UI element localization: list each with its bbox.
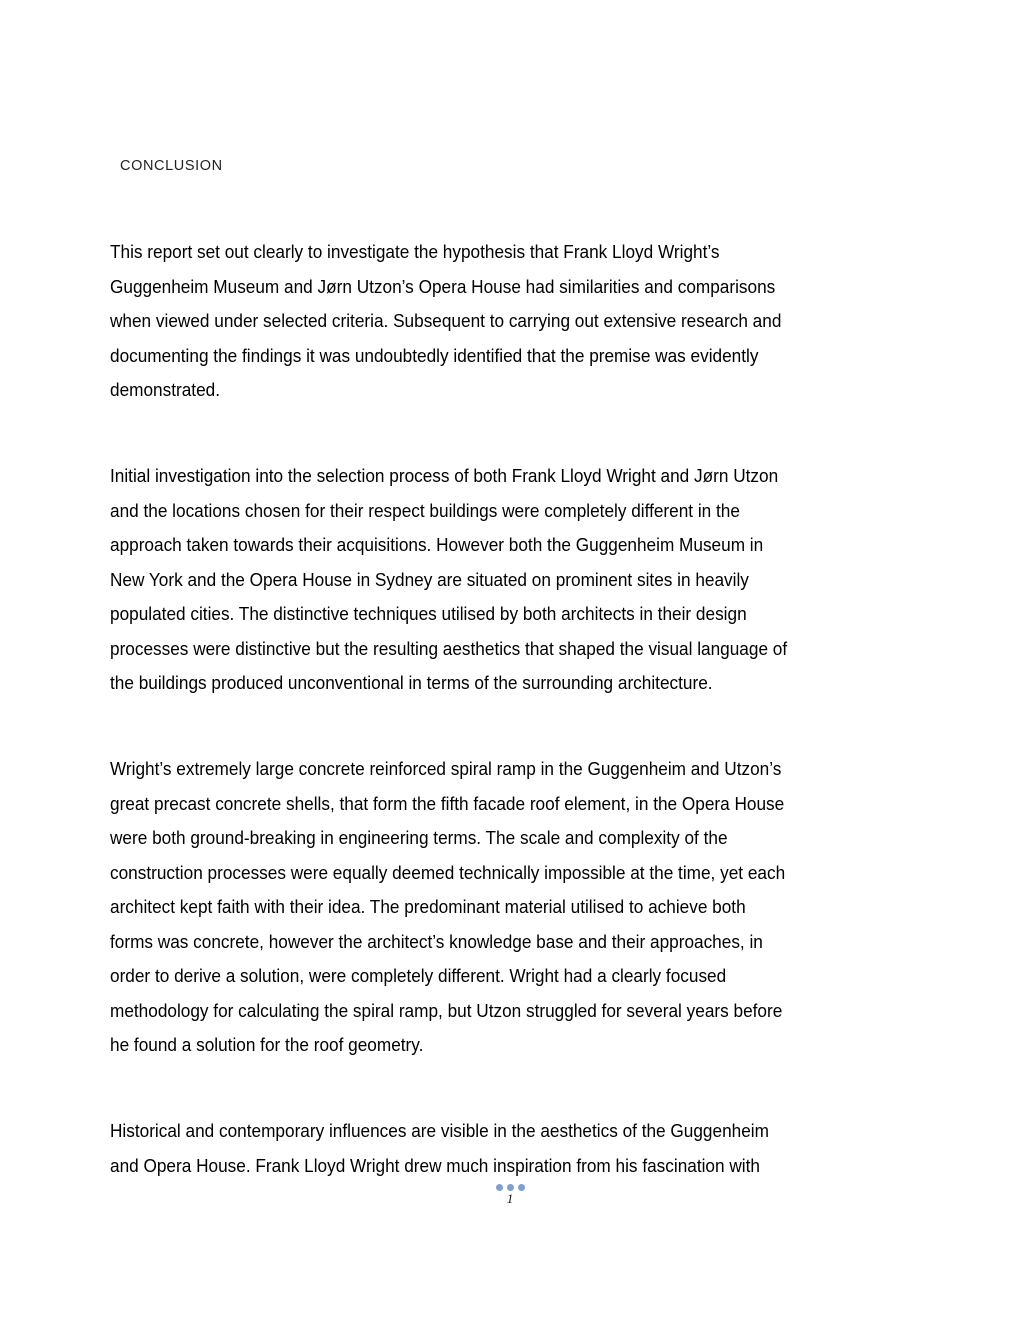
text-line: great precast concrete shells, that form the fifth facade roof element, in the Opera House bbox=[110, 792, 785, 814]
dot-icon bbox=[507, 1184, 514, 1191]
page-number: 1 bbox=[506, 1191, 514, 1206]
text-line: documenting the findings it was undoubtedly identified that the premise was evidently bbox=[110, 344, 759, 366]
text-line: approach taken towards their acquisitions. However both the Guggenheim Museum in bbox=[110, 534, 764, 555]
text-line: Wright’s extremely large concrete reinforced spiral ramp in the Guggenheim and Utzon’s bbox=[110, 758, 782, 779]
text-line: methodology for calculating the spiral ramp, but Utzon struggled for several years before bbox=[110, 999, 783, 1021]
paragraph-4 bbox=[110, 1114, 854, 1183]
dot-icon bbox=[518, 1184, 525, 1191]
text-line: and the locations chosen for their respect buildings were completely different in the bbox=[110, 499, 740, 521]
page-footer bbox=[492, 1184, 528, 1206]
section-heading: CONCLUSION bbox=[120, 158, 223, 174]
text-line: construction processes were equally deemed technically impossible at the time, yet each bbox=[110, 861, 786, 883]
text-line: Guggenheim Museum and Jørn Utzon’s Opera House had similarities and comparisons bbox=[110, 275, 776, 297]
text-line: demonstrated. bbox=[110, 379, 220, 400]
paragraph-2 bbox=[110, 459, 854, 701]
text-line: order to derive a solution, were completely different. Wright had a clearly focused bbox=[110, 965, 727, 986]
text-line: the buildings produced unconventional in terms of the surrounding architecture. bbox=[110, 672, 713, 693]
text-line: when viewed under selected criteria. Subsequent to carrying out extensive research and bbox=[110, 310, 782, 331]
dot-icon bbox=[496, 1184, 503, 1191]
text-line: populated cities. The distinctive techniques utilised by both architects in their design bbox=[110, 603, 747, 624]
text-line: Initial investigation into the selection process of both Frank Lloyd Wright and Jørn Utzon bbox=[110, 465, 779, 486]
text-line: he found a solution for the roof geometry. bbox=[110, 1034, 424, 1055]
text-line: This report set out clearly to investigate the hypothesis that Frank Lloyd Wright’s bbox=[110, 241, 720, 262]
paragraph-1 bbox=[110, 235, 854, 408]
text-line: and Opera House. Frank Lloyd Wright drew much inspiration from his fascination with bbox=[110, 1154, 760, 1176]
text-line: processes were distinctive but the resulting aesthetics that shaped the visual language of bbox=[110, 637, 788, 659]
text-line: were both ground-breaking in engineering terms. The scale and complexity of the bbox=[110, 827, 728, 848]
text-line: forms was concrete, however the architect’s knowledge base and their approaches, in bbox=[110, 930, 763, 952]
text-line: Historical and contemporary influences are visible in the aesthetics of the Guggenheim bbox=[110, 1120, 769, 1141]
text-line: architect kept faith with their idea. The predominant material utilised to achieve both bbox=[110, 896, 746, 917]
text-line: New York and the Opera House in Sydney are situated on prominent sites in heavily bbox=[110, 568, 749, 590]
paragraph-3 bbox=[110, 752, 854, 1063]
